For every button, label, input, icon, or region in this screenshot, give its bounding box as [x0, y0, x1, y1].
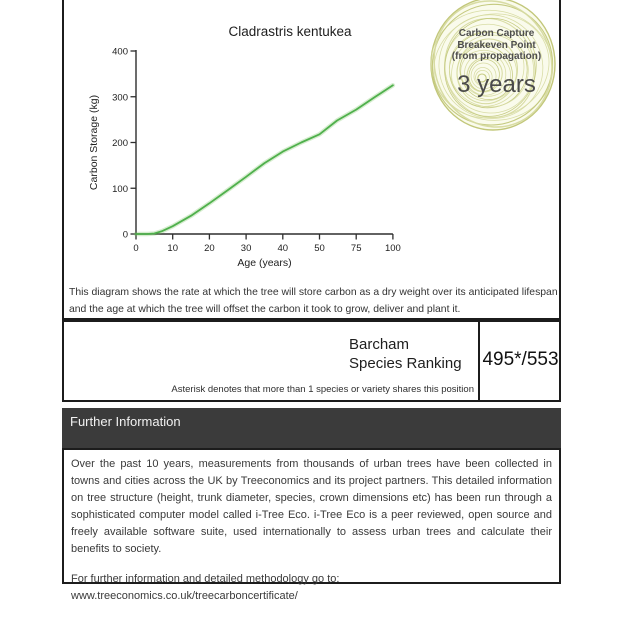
- further-information-paragraph: Over the past 10 years, measurements from thousands of urban trees have been collected in towns and cities across the UK by Treeconomics and its project partners. This detailed information on tree structure (height, trunk diameter, species, crown dimensions etc) has been run through a sophisticated computer model called i-Tree Eco. i-Tree Eco is a peer reviewed, open source and freely available software suite, used internationally to assess urban trees and calculate their benefits to society.: [71, 458, 552, 555]
- further-information-link-line: For further information and detailed methodology go to: www.treeconomics.co.uk/treecarboncertificate/: [71, 573, 340, 602]
- badge-title-line3: (from propagation): [451, 51, 542, 62]
- svg-text:0: 0: [133, 243, 139, 254]
- svg-text:0: 0: [122, 229, 128, 241]
- svg-text:30: 30: [240, 243, 252, 254]
- svg-text:50: 50: [314, 243, 325, 254]
- ranking-value: 495*/553: [482, 349, 559, 370]
- svg-text:Carbon Storage (kg): Carbon Storage (kg): [88, 94, 100, 191]
- species-ranking-panel: [62, 320, 561, 402]
- svg-text:100: 100: [384, 243, 401, 254]
- svg-text:200: 200: [112, 138, 128, 149]
- ranking-label: [349, 335, 462, 373]
- ranking-footnote: Asterisk denotes that more than 1 species or variety shares this position: [171, 384, 474, 395]
- carbon-storage-line-chart: [85, 44, 405, 276]
- chart-description: This diagram shows the rate at which the tree will store carbon as a dry weight over its anticipated lifespan and the age at which the tree will offset the carbon it took to grow, deliver and plant it.: [69, 287, 558, 315]
- further-information-panel: [62, 448, 561, 602]
- badge-title-line1: Carbon Capture: [458, 28, 535, 39]
- breakeven-badge: [436, 28, 557, 99]
- svg-text:20: 20: [204, 243, 215, 254]
- ranking-label-text: Species Ranking: [349, 355, 462, 372]
- badge-title-line2: Breakeven Point: [457, 39, 536, 51]
- svg-text:10: 10: [167, 243, 178, 254]
- svg-text:100: 100: [112, 183, 128, 195]
- breakeven-years-value: 3 years: [457, 70, 536, 98]
- ranking-org: Barcham: [349, 336, 410, 353]
- further-information-header: Further Information: [62, 408, 561, 448]
- svg-text:300: 300: [112, 92, 128, 104]
- svg-text:75: 75: [350, 243, 362, 254]
- chart-species-title: Cladrastris kentukea: [228, 24, 352, 39]
- svg-text:Age (years): Age (years): [237, 257, 292, 269]
- svg-text:400: 400: [112, 46, 128, 58]
- svg-text:40: 40: [277, 243, 289, 254]
